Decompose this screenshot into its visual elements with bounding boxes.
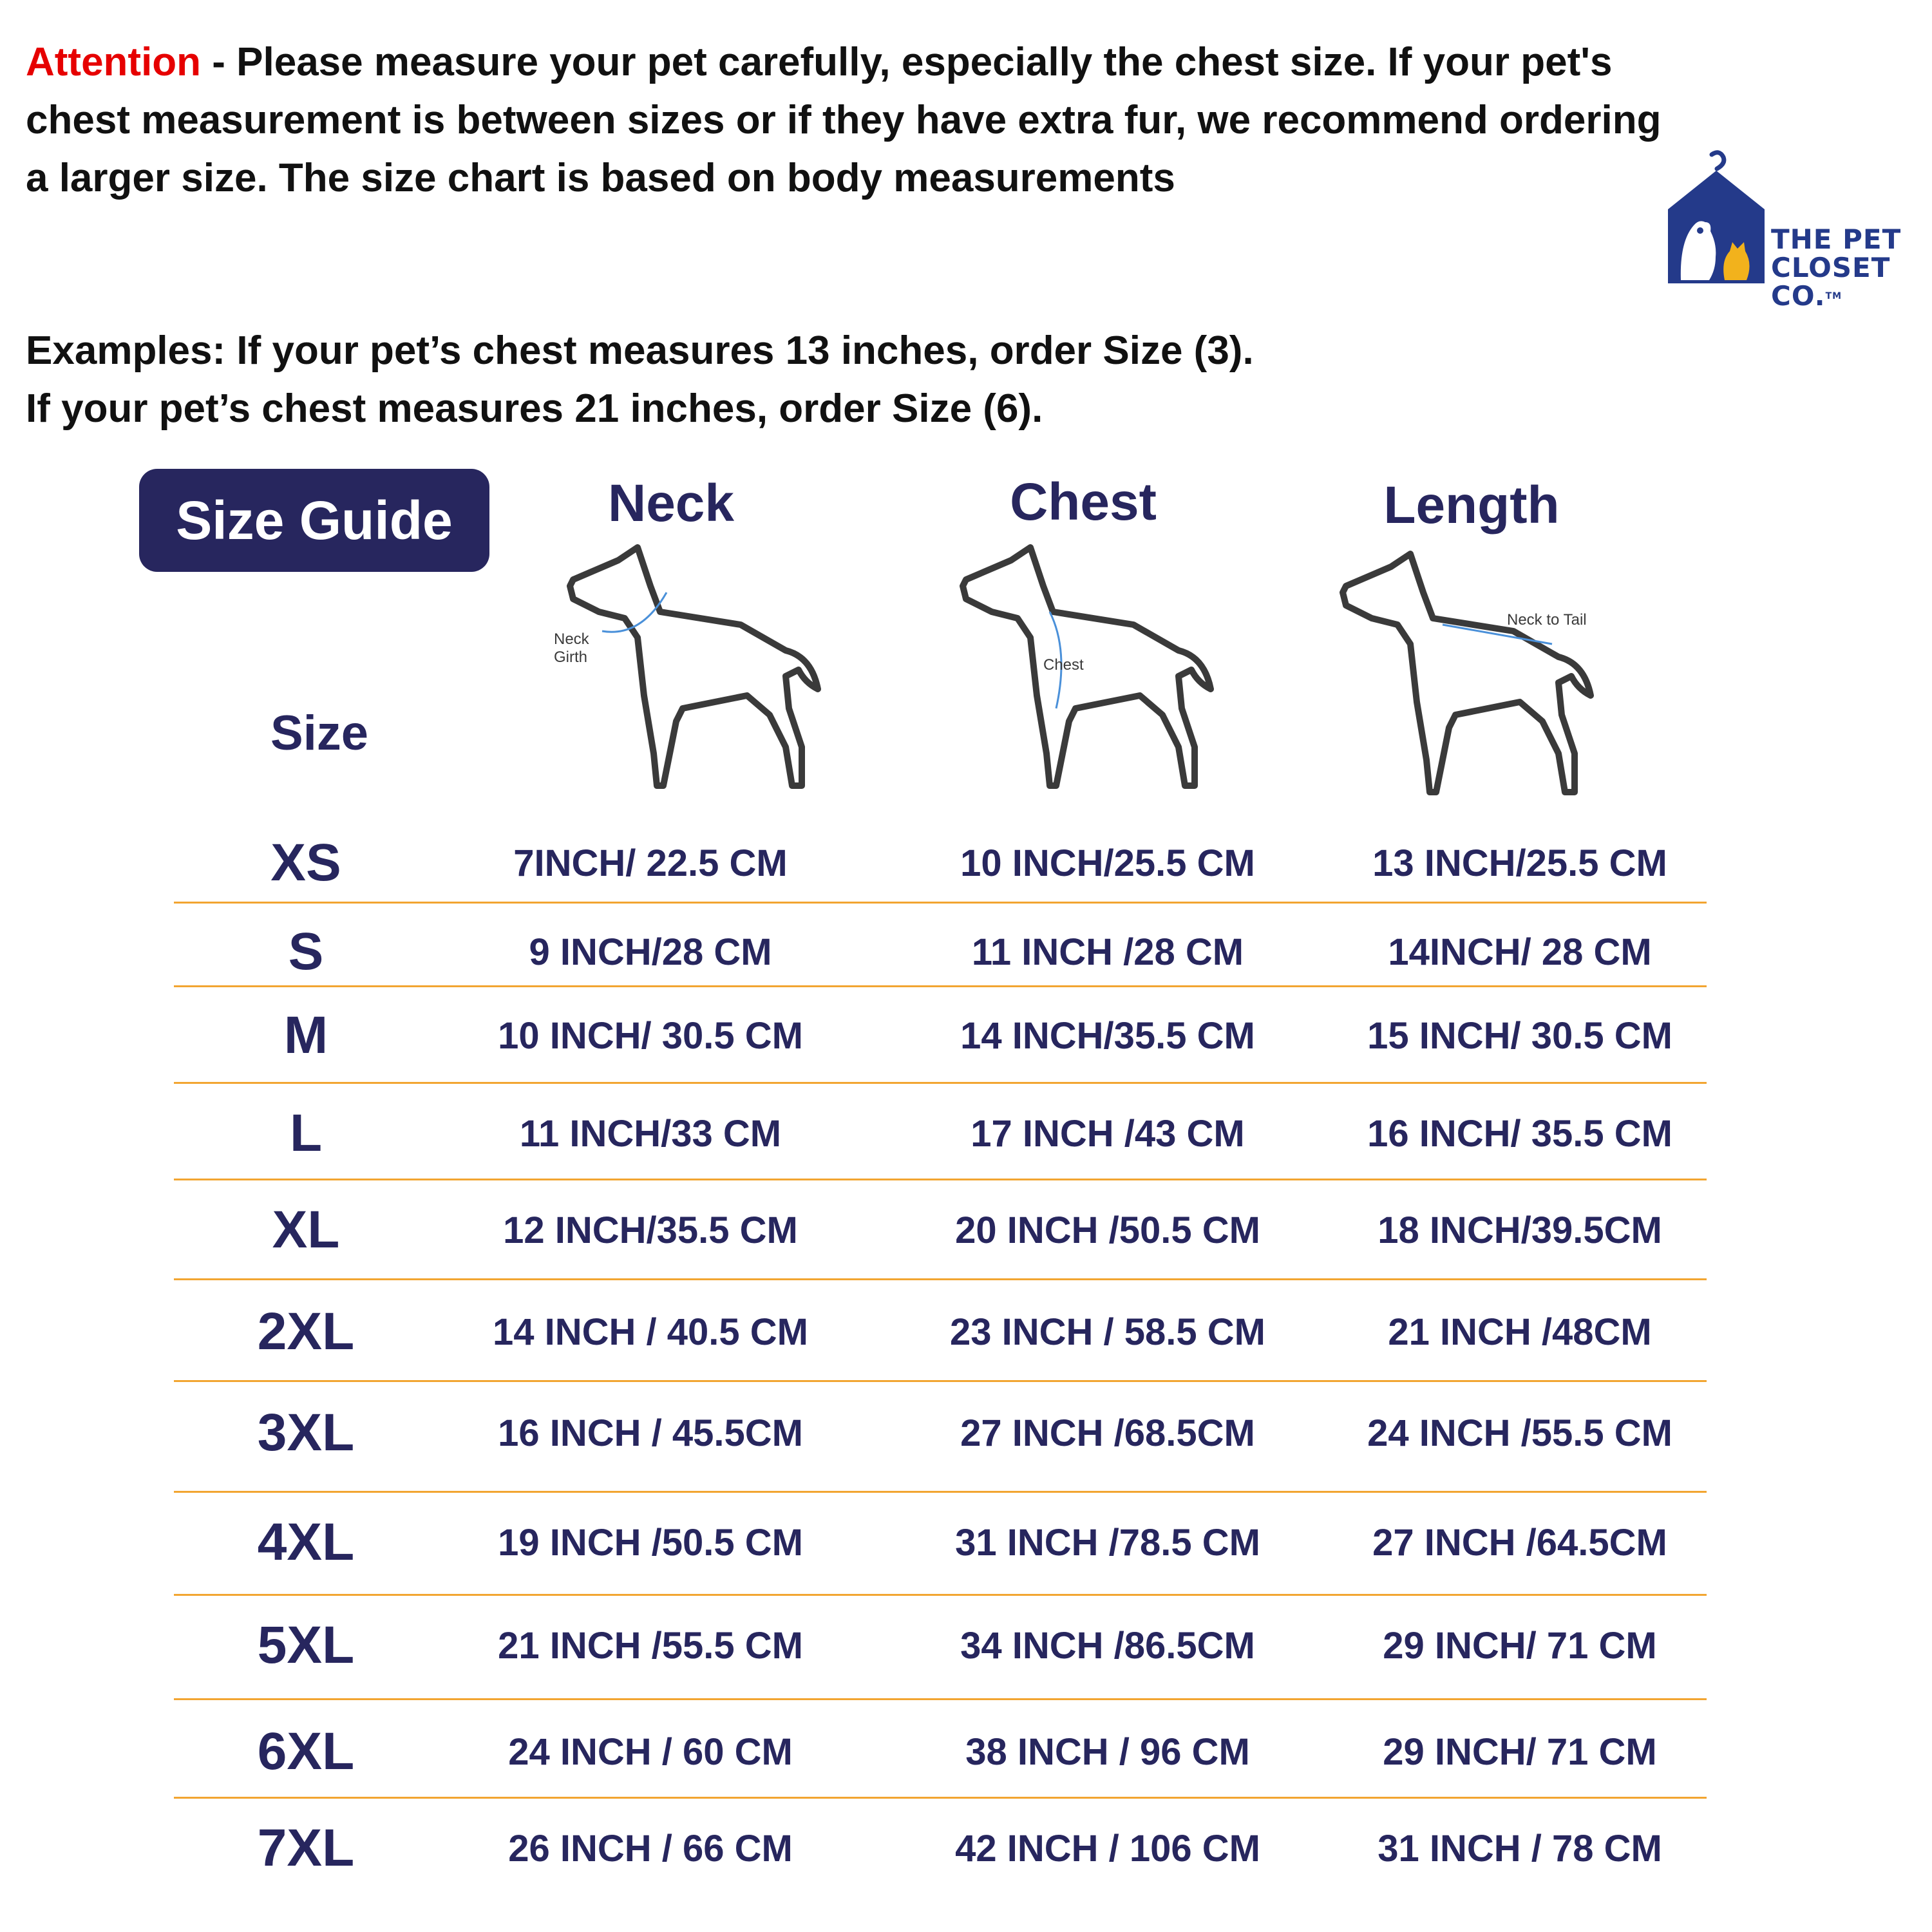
- size-cell: 4XL: [257, 1513, 355, 1571]
- row-divider: [174, 1380, 1707, 1382]
- table-row: [174, 1182, 1707, 1278]
- attention-label: Attention: [26, 40, 202, 84]
- length-cell: 31 INCH / 78 CM: [1378, 1827, 1662, 1870]
- chest-cell: 11 INCH /28 CM: [971, 931, 1244, 973]
- neck-cell: 26 INCH / 66 CM: [508, 1827, 793, 1870]
- neck-girth-label: [554, 630, 590, 666]
- neck-cell: 10 INCH/ 30.5 CM: [498, 1014, 803, 1057]
- chest-label: Chest: [1043, 656, 1084, 674]
- size-cell: 7XL: [257, 1819, 355, 1877]
- chest-cell: 34 INCH /86.5CM: [960, 1624, 1255, 1667]
- table-row: [174, 1800, 1707, 1897]
- chest-cell: 10 INCH/25.5 CM: [960, 842, 1255, 884]
- neck-dog-diagram: [547, 541, 844, 811]
- chest-dog-diagram: [940, 541, 1236, 811]
- size-header: Size: [270, 706, 369, 761]
- neck-cell: 9 INCH/28 CM: [529, 931, 772, 973]
- chest-cell: 14 INCH/35.5 CM: [960, 1014, 1255, 1057]
- dog-outline: [963, 547, 1211, 786]
- size-cell: XL: [272, 1200, 340, 1259]
- logo-line-2: CLOSET CO.™: [1771, 252, 1891, 312]
- row-divider: [174, 1491, 1707, 1493]
- chest-cell: 17 INCH /43 CM: [971, 1112, 1245, 1155]
- table-row: [174, 987, 1707, 1084]
- row-divider: [174, 1179, 1707, 1180]
- row-divider: [174, 1082, 1707, 1084]
- size-cell: L: [289, 1104, 323, 1162]
- length-dog-diagram: [1320, 547, 1629, 818]
- size-cell: 5XL: [257, 1616, 355, 1674]
- neck-girth-line-2: Girth: [554, 649, 588, 666]
- row-divider: [174, 1698, 1707, 1700]
- length-cell: 16 INCH/ 35.5 CM: [1367, 1112, 1672, 1155]
- size-guide-badge: Size Guide: [139, 469, 489, 572]
- table-row: [174, 1494, 1707, 1591]
- attention-note: [26, 33, 1674, 207]
- size-cell: 6XL: [257, 1722, 355, 1781]
- dog-outline: [1343, 554, 1591, 792]
- logo-wordmark: [1771, 225, 1926, 310]
- chest-cell: 31 INCH /78.5 CM: [955, 1521, 1260, 1564]
- length-cell: 15 INCH/ 30.5 CM: [1367, 1014, 1672, 1057]
- size-cell: M: [283, 1006, 328, 1065]
- table-row: [174, 1085, 1707, 1182]
- row-divider: [174, 1594, 1707, 1596]
- row-divider: [174, 1797, 1707, 1799]
- dog-outline: [570, 547, 818, 786]
- chest-cell: 42 INCH / 106 CM: [955, 1827, 1260, 1870]
- length-cell: 14INCH/ 28 CM: [1388, 931, 1652, 973]
- table-row: [174, 815, 1707, 911]
- length-cell: 21 INCH /48CM: [1388, 1311, 1652, 1353]
- table-row: [174, 1283, 1707, 1380]
- size-cell: 2XL: [257, 1302, 355, 1361]
- length-cell: 29 INCH/ 71 CM: [1383, 1730, 1657, 1773]
- hanger-house-icon: [1662, 148, 1771, 290]
- chest-cell: 20 INCH /50.5 CM: [955, 1209, 1260, 1251]
- chest-cell: 38 INCH / 96 CM: [965, 1730, 1250, 1773]
- neck-header: Neck: [607, 474, 735, 533]
- length-cell: 13 INCH/25.5 CM: [1372, 842, 1667, 884]
- neck-cell: 7INCH/ 22.5 CM: [513, 842, 788, 884]
- length-cell: 24 INCH /55.5 CM: [1367, 1412, 1672, 1454]
- attention-text: - Please measure your pet carefully, especially the chest size. If your pet's chest measurement is between sizes or if they have extra fur, we recommend ordering a larger size. The size chart is based on body measurements: [26, 40, 1662, 200]
- logo-line-1: THE PET: [1771, 223, 1902, 255]
- neck-cell: 24 INCH / 60 CM: [508, 1730, 793, 1773]
- example-line-1: Examples: If your pet’s chest measures 13 inches, order Size (3).: [26, 328, 1254, 373]
- neck-cell: 21 INCH /55.5 CM: [498, 1624, 803, 1667]
- length-cell: 27 INCH /64.5CM: [1372, 1521, 1667, 1564]
- row-divider: [174, 902, 1707, 904]
- example-line-2: If your pet’s chest measures 21 inches, order Size (6).: [26, 386, 1043, 431]
- neck-to-tail-label: Neck to Tail: [1507, 611, 1587, 629]
- table-row: [174, 1385, 1707, 1481]
- neck-cell: 19 INCH /50.5 CM: [498, 1521, 803, 1564]
- trademark-mark: TM: [1825, 291, 1842, 301]
- table-row: [174, 1703, 1707, 1800]
- row-divider: [174, 1278, 1707, 1280]
- neck-cell: 14 INCH / 40.5 CM: [493, 1311, 808, 1353]
- chest-header: Chest: [1010, 473, 1157, 531]
- size-cell: S: [288, 922, 324, 981]
- row-divider: [174, 985, 1707, 987]
- chest-cell: 27 INCH /68.5CM: [960, 1412, 1255, 1454]
- neck-girth-line-1: Neck: [554, 630, 589, 648]
- table-row: [174, 1597, 1707, 1694]
- size-cell: XS: [270, 833, 341, 892]
- chest-cell: 23 INCH / 58.5 CM: [950, 1311, 1265, 1353]
- length-header: Length: [1383, 476, 1560, 535]
- neck-cell: 12 INCH/35.5 CM: [503, 1209, 798, 1251]
- length-cell: 29 INCH/ 71 CM: [1383, 1624, 1657, 1667]
- neck-cell: 16 INCH / 45.5CM: [498, 1412, 803, 1454]
- length-cell: 18 INCH/39.5CM: [1378, 1209, 1662, 1251]
- neck-cell: 11 INCH/33 CM: [519, 1112, 782, 1155]
- examples-note: [26, 322, 1700, 438]
- brand-logo: [1662, 148, 1926, 312]
- size-cell: 3XL: [257, 1403, 355, 1462]
